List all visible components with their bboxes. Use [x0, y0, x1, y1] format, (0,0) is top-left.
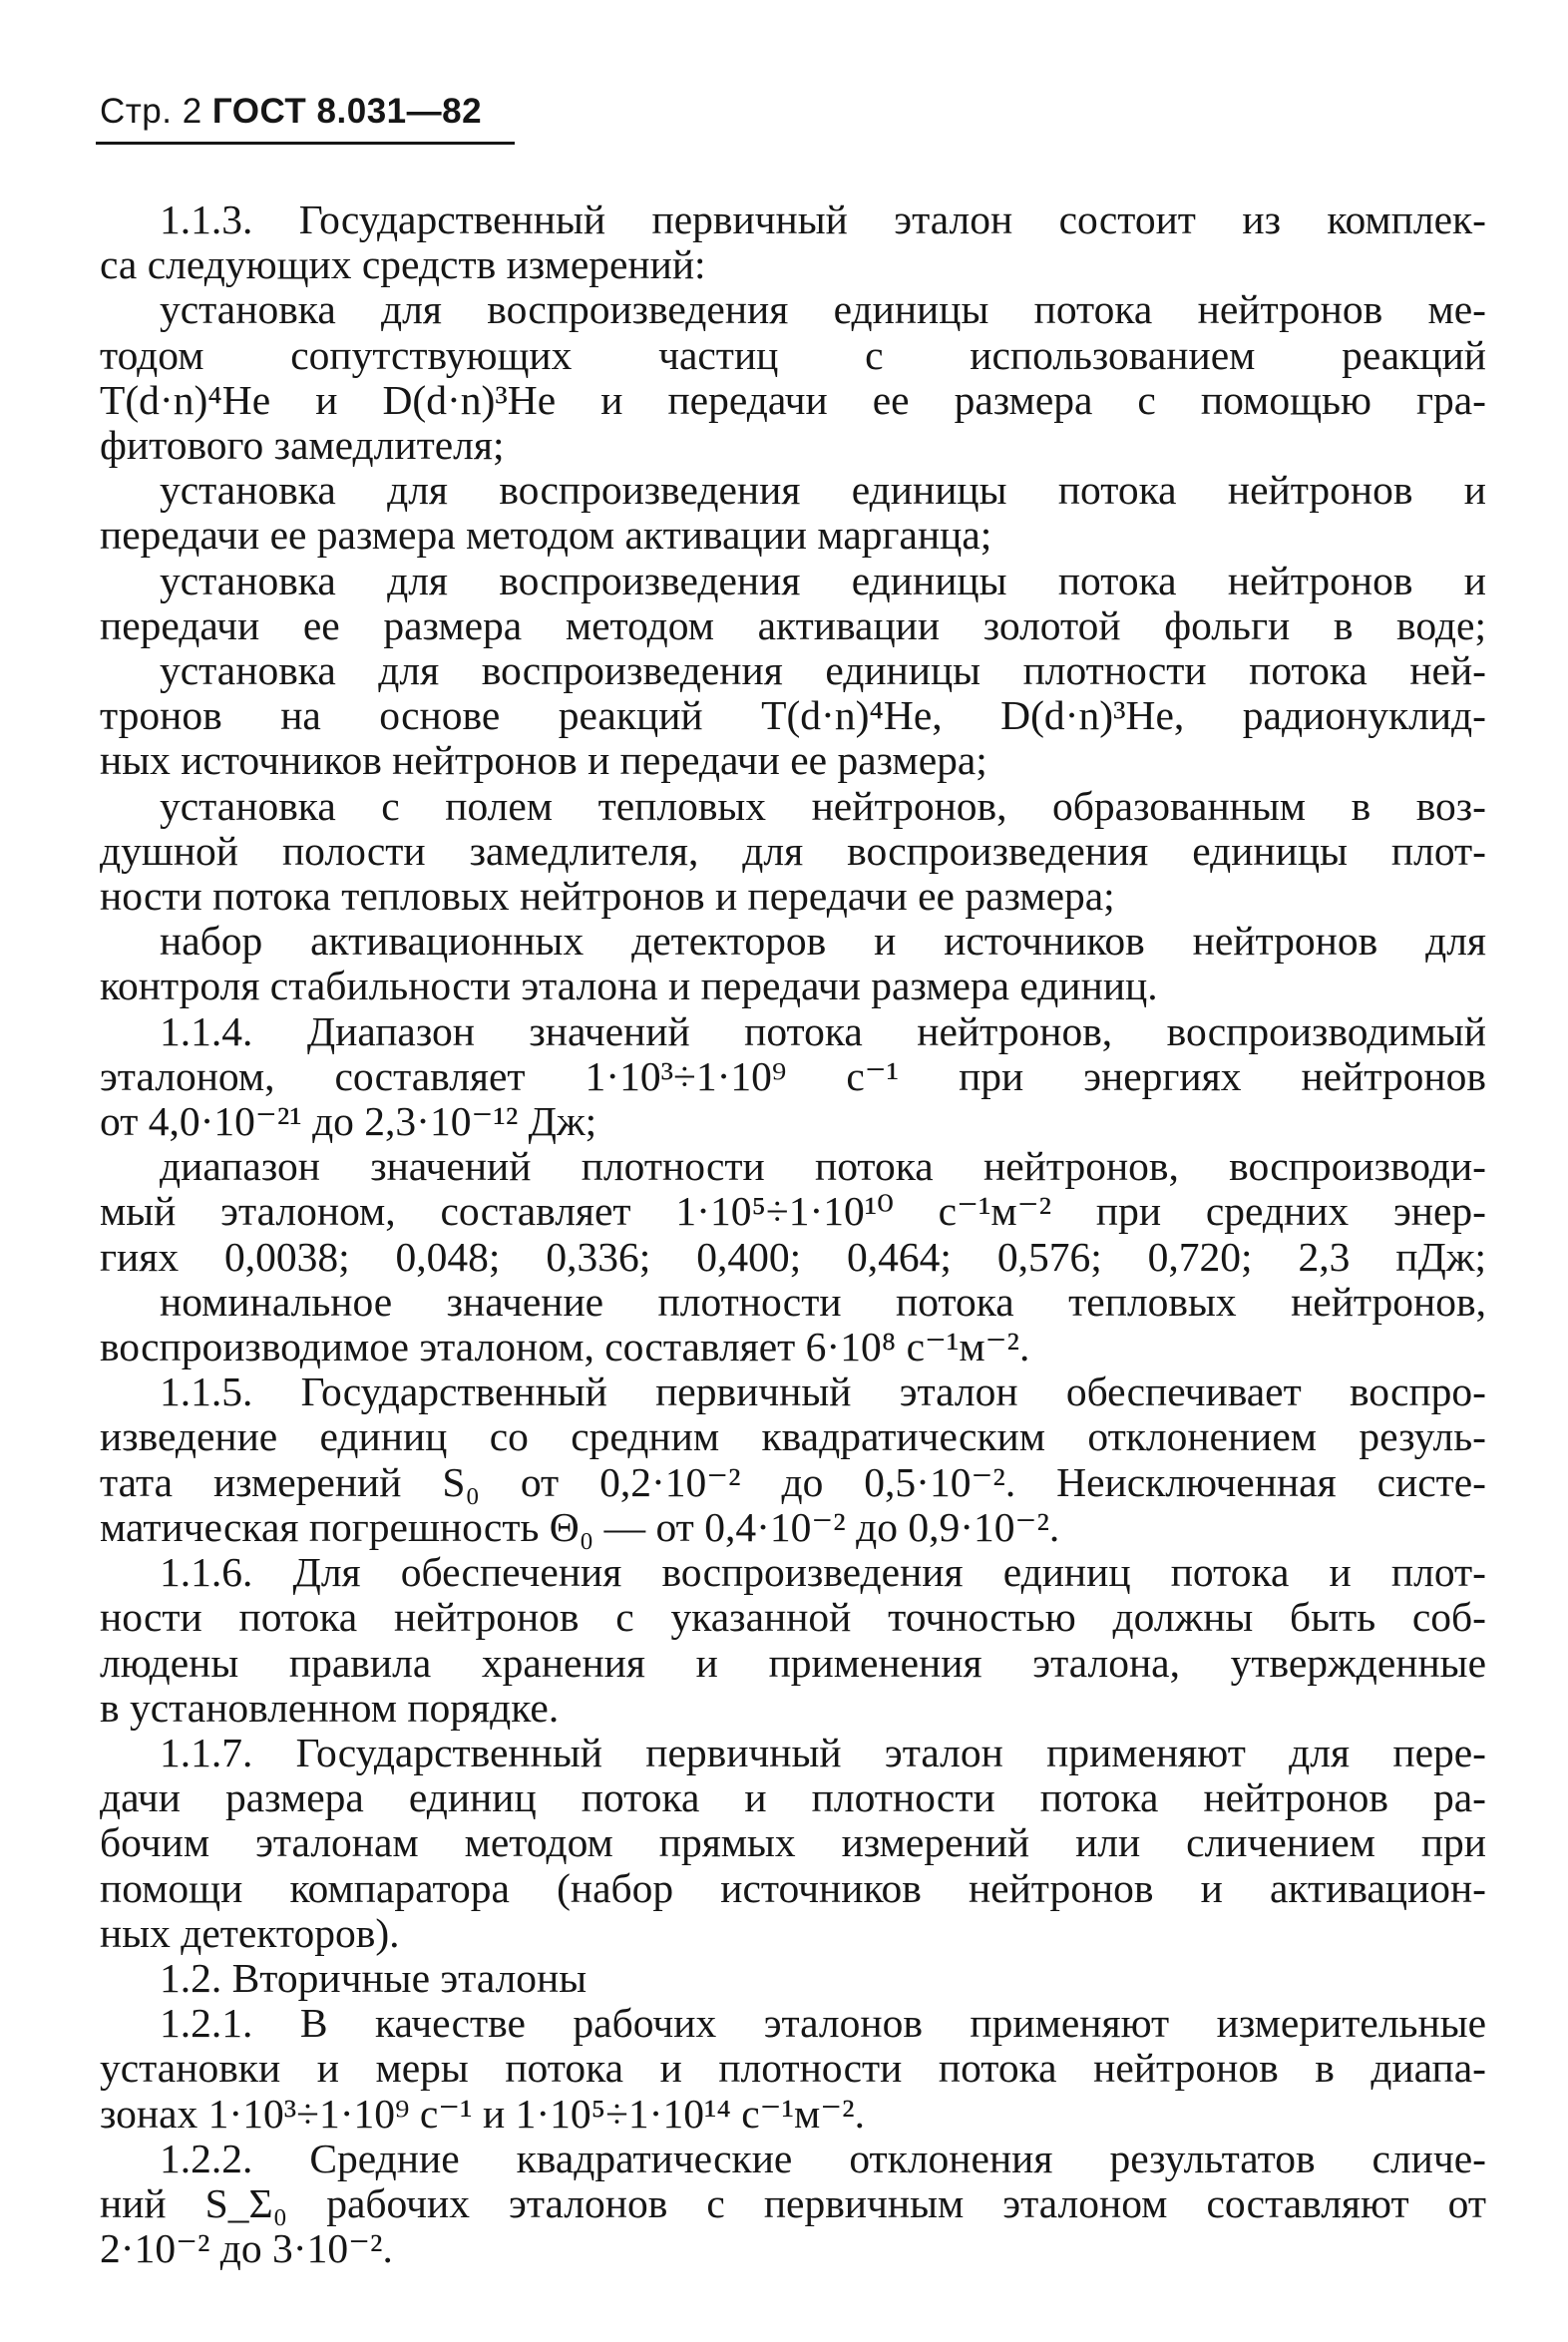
text-line: от 4,0·10⁻²¹ до 2,3·10⁻¹² Дж;	[100, 1098, 597, 1145]
text-line: передачи ее размера методом активации золотой фольги в воде;	[100, 601, 1486, 648]
text-line: ности потока нейтронов с указанной точностью должны быть соб-	[100, 1594, 1486, 1641]
text-line: 1.1.3. Государственный первичный эталон состоит из комплек-	[160, 196, 1486, 242]
text-line: 1.1.7. Государственный первичный эталон применяют для пере-	[160, 1729, 1486, 1775]
text-line: номинальное значение плотности потока тепловых нейтронов,	[160, 1278, 1486, 1325]
text-line: тронов на основе реакций T(d·n)⁴He, D(d·n)³He, радионуклид-	[100, 692, 1486, 739]
text-line: мый эталоном, составляет 1·10⁵÷1·10¹⁰ с⁻¹м⁻² при средних энер-	[100, 1188, 1486, 1235]
text-line: набор активационных детекторов и источников нейтронов для	[160, 918, 1486, 965]
page-header	[100, 92, 482, 132]
text-line: диапазон значений плотности потока нейтронов, воспроизводи-	[160, 1143, 1486, 1190]
text-line: в установленном порядке.	[100, 1684, 560, 1731]
text-line: 1.2. Вторичные эталоны	[160, 1954, 588, 2001]
text-line: 1.1.6. Для обеспечения воспроизведения единиц потока и плот-	[160, 1549, 1486, 1596]
text-line: контроля стабильности эталона и передачи размера единиц.	[100, 963, 1158, 1009]
page-number: Стр. 2	[100, 92, 202, 131]
text-line: установка для воспроизведения единицы потока нейтронов и	[160, 557, 1486, 603]
text-line: дачи размера единиц потока и плотности потока нейтронов ра-	[100, 1774, 1486, 1821]
text-line: 1.1.4. Диапазон значений потока нейтронов, воспроизводимый	[160, 1007, 1486, 1054]
text-line: установка для воспроизведения единицы потока нейтронов и	[160, 467, 1486, 514]
text-line: тата измерений S₀ от 0,2·10⁻² до 0,5·10⁻². Неисключенная систе-	[100, 1458, 1486, 1505]
text-line: ний S_Σ₀ рабочих эталонов с первичным эталоном составляют от	[100, 2179, 1486, 2226]
text-line: установка с полем тепловых нейтронов, образованным в воз-	[160, 782, 1486, 829]
text-line: эталоном, составляет 1·10³÷1·10⁹ с⁻¹ при энергиях нейтронов	[100, 1052, 1486, 1099]
text-line: фитового замедлителя;	[100, 422, 505, 469]
text-line: са следующих средств измерений:	[100, 241, 706, 288]
text-line: гиях 0,0038; 0,048; 0,336; 0,400; 0,464; 0,576; 0,720; 2,3 пДж;	[100, 1233, 1486, 1280]
text-line: душной полости замедлителя, для воспроизведения единицы плот-	[100, 827, 1486, 874]
text-line: установка для воспроизведения единицы плотности потока ней-	[160, 647, 1486, 694]
text-line: ных детекторов).	[100, 1909, 400, 1956]
text-line: ных источников нейтронов и передачи ее размера;	[100, 737, 987, 784]
text-line: 1.2.1. В качестве рабочих эталонов применяют измерительные	[160, 2000, 1486, 2047]
text-line: матическая погрешность Θ₀ — от 0,4·10⁻² до 0,9·10⁻².	[100, 1503, 1060, 1550]
text-line: установки и меры потока и плотности потока нейтронов в диапа-	[100, 2045, 1486, 2092]
text-line: T(d·n)⁴He и D(d·n)³He и передачи ее размера с помощью гра-	[100, 376, 1486, 423]
text-line: зонах 1·10³÷1·10⁹ с⁻¹ и 1·10⁵÷1·10¹⁴ с⁻¹м⁻².	[100, 2090, 866, 2137]
header-rule	[96, 142, 515, 145]
text-line: изведение единиц со средним квадратическим отклонением резуль-	[100, 1413, 1486, 1460]
document-body	[100, 197, 1486, 2271]
text-line: 2·10⁻² до 3·10⁻².	[100, 2225, 393, 2272]
text-line: тодом сопутствующих частиц с использованием реакций	[100, 331, 1486, 378]
text-line: бочим эталонам методом прямых измерений или сличением при	[100, 1819, 1486, 1866]
text-line: людены правила хранения и применения эталона, утвержденные	[100, 1639, 1486, 1686]
text-line: 1.2.2. Средние квадратические отклонения результатов сличе-	[160, 2135, 1486, 2181]
text-line: ности потока тепловых нейтронов и передачи ее размера;	[100, 873, 1115, 920]
standard-number: ГОСТ 8.031—82	[211, 92, 483, 131]
text-line: помощи компаратора (набор источников нейтронов и активацион-	[100, 1864, 1486, 1911]
text-line: 1.1.5. Государственный первичный эталон обеспечивает воспро-	[160, 1368, 1486, 1415]
text-line: воспроизводимое эталоном, составляет 6·10⁸ с⁻¹м⁻².	[100, 1324, 1030, 1370]
text-line: установка для воспроизведения единицы потока нейтронов ме-	[160, 286, 1486, 333]
text-line: передачи ее размера методом активации марганца;	[100, 512, 992, 559]
